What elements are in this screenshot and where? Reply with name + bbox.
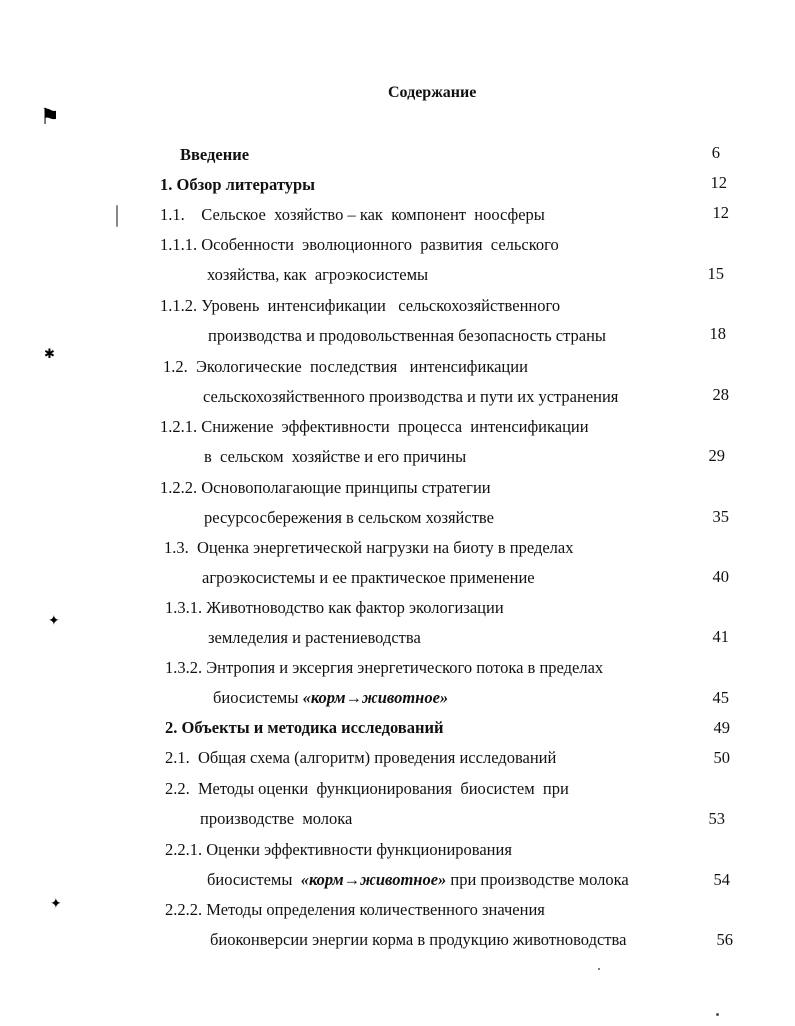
scan-speck <box>116 205 118 227</box>
toc-entry <box>163 357 528 377</box>
toc-entry-continuation: агроэкосистемы и ее практическое применение <box>202 568 535 587</box>
toc-page-number: 15 <box>707 264 724 283</box>
toc-entry-continuation: ресурсосбережения в сельском хозяйстве <box>204 508 494 527</box>
toc-page-number: 54 <box>713 870 730 889</box>
toc-entry-text: Обзор литературы <box>176 175 316 194</box>
toc-entry <box>165 748 556 768</box>
toc-page-number: 45 <box>712 688 729 707</box>
toc-entry <box>165 779 569 799</box>
toc-entry <box>160 478 491 498</box>
toc-page-number: 12 <box>712 203 729 222</box>
toc-entry-number: 1.1. <box>160 205 185 224</box>
toc-entry-number: 1.1.2. <box>160 296 198 315</box>
toc-entry-intro <box>180 145 249 165</box>
toc-page-number: 18 <box>709 324 726 343</box>
toc-entry-number: 1.3.2. <box>165 658 203 677</box>
toc-entry-number: 1.1.1. <box>160 235 198 254</box>
toc-entry-continuation <box>207 870 629 890</box>
toc-entry-text: Введение <box>180 145 250 164</box>
toc-entry <box>160 417 589 437</box>
toc-entry <box>160 205 545 225</box>
scan-speck <box>598 968 600 970</box>
toc-entry-text: Общая схема (алгоритм) проведения исследований <box>198 748 557 767</box>
toc-entry-number: 1. <box>160 175 173 194</box>
toc-entry-number: 1.3. <box>164 538 189 557</box>
toc-entry-continuation: сельскохозяйственного производства и пути их устранения <box>203 387 619 406</box>
toc-entry-text: Методы оценки функционирования биосистем при <box>198 779 569 798</box>
toc-entry-number: 1.2.1. <box>160 417 198 436</box>
toc-entry-continuation: биоконверсии энергии корма в продукцию животноводства <box>210 930 627 949</box>
scan-mark-icon: ✦ <box>48 614 60 629</box>
toc-entry <box>165 598 504 618</box>
scan-mark-icon: ✱ <box>44 346 55 361</box>
toc-entry <box>165 900 545 920</box>
toc-page-number: 56 <box>716 930 733 949</box>
toc-entry-number: 2. <box>165 718 178 737</box>
toc-page-number: 53 <box>708 809 725 828</box>
toc-page-number: 41 <box>712 627 729 646</box>
toc-entry-number: 1.2.2. <box>160 478 198 497</box>
toc-page-number: 12 <box>710 173 727 192</box>
toc-entry-text: Энтропия и эксергия энергетического потока в пределах <box>206 658 604 677</box>
toc-page-number: 28 <box>712 385 729 404</box>
toc-entry-continuation-text: при производстве молока <box>446 870 629 889</box>
toc-entry-text: Сельское хозяйство – как компонент ноосферы <box>201 205 545 224</box>
toc-entry <box>165 718 443 738</box>
scan-mark-icon: ⚑ <box>40 104 60 129</box>
toc-entry-continuation <box>213 688 448 708</box>
toc-entry <box>160 235 559 255</box>
toc-entry-text: Объекты и методика исследований <box>181 718 444 737</box>
toc-entry <box>164 538 573 558</box>
toc-entry-italic-term: «корм→животное» <box>300 870 447 889</box>
toc-entry-text: Методы определения количественного значения <box>206 900 545 919</box>
scan-speck <box>716 1013 719 1016</box>
toc-entry-continuation: в сельском хозяйстве и его причины <box>204 447 467 466</box>
toc-page-number: 29 <box>708 446 725 465</box>
toc-entry-italic-term: «корм→животное» <box>302 688 449 707</box>
toc-entry <box>160 296 560 316</box>
toc-page-number: 50 <box>713 748 730 767</box>
toc-entry-number: 2.1. <box>165 748 190 767</box>
scan-mark-icon: ✦ <box>50 897 62 912</box>
toc-entry-text: Особенности эволюционного развития сельского <box>201 235 559 254</box>
toc-entry-continuation: хозяйства, как агроэкосистемы <box>207 265 429 284</box>
toc-entry-text: Оценка энергетической нагрузки на биоту в пределах <box>197 538 574 557</box>
toc-entry-number: 1.3.1. <box>165 598 203 617</box>
toc-entry-continuation: земледелия и растениеводства <box>208 628 421 647</box>
toc-entry-text: Животноводство как фактор экологизации <box>206 598 504 617</box>
toc-entry-text: Снижение эффективности процесса интенсификации <box>201 417 589 436</box>
toc-entry-text: Оценки эффективности функционирования <box>206 840 512 859</box>
toc-page-number: 49 <box>713 718 730 737</box>
toc-entry-text: Основополагающие принципы стратегии <box>201 478 491 497</box>
toc-entry-continuation-text: биосистемы <box>207 870 301 889</box>
toc-entry-number: 2.2.1. <box>165 840 203 859</box>
toc-entry-continuation: производстве молока <box>200 809 353 828</box>
toc-entry-text: Экологические последствия интенсификации <box>196 357 528 376</box>
toc-entry-number: 2.2. <box>165 779 190 798</box>
toc-entry-continuation: производства и продовольственная безопасность страны <box>208 326 607 345</box>
toc-entry <box>165 840 512 860</box>
page-title: Содержание <box>388 84 477 101</box>
toc-page-number: 35 <box>712 507 729 526</box>
toc-entry-number: 1.2. <box>163 357 188 376</box>
toc-page-number: 40 <box>712 567 729 586</box>
toc-entry-number: 2.2.2. <box>165 900 203 919</box>
toc-entry <box>160 175 315 195</box>
toc-entry-continuation-text: биосистемы <box>213 688 303 707</box>
toc-page-number: 6 <box>711 143 720 162</box>
toc-entry-text: Уровень интенсификации сельскохозяйственного <box>201 296 561 315</box>
toc-entry <box>165 658 603 678</box>
